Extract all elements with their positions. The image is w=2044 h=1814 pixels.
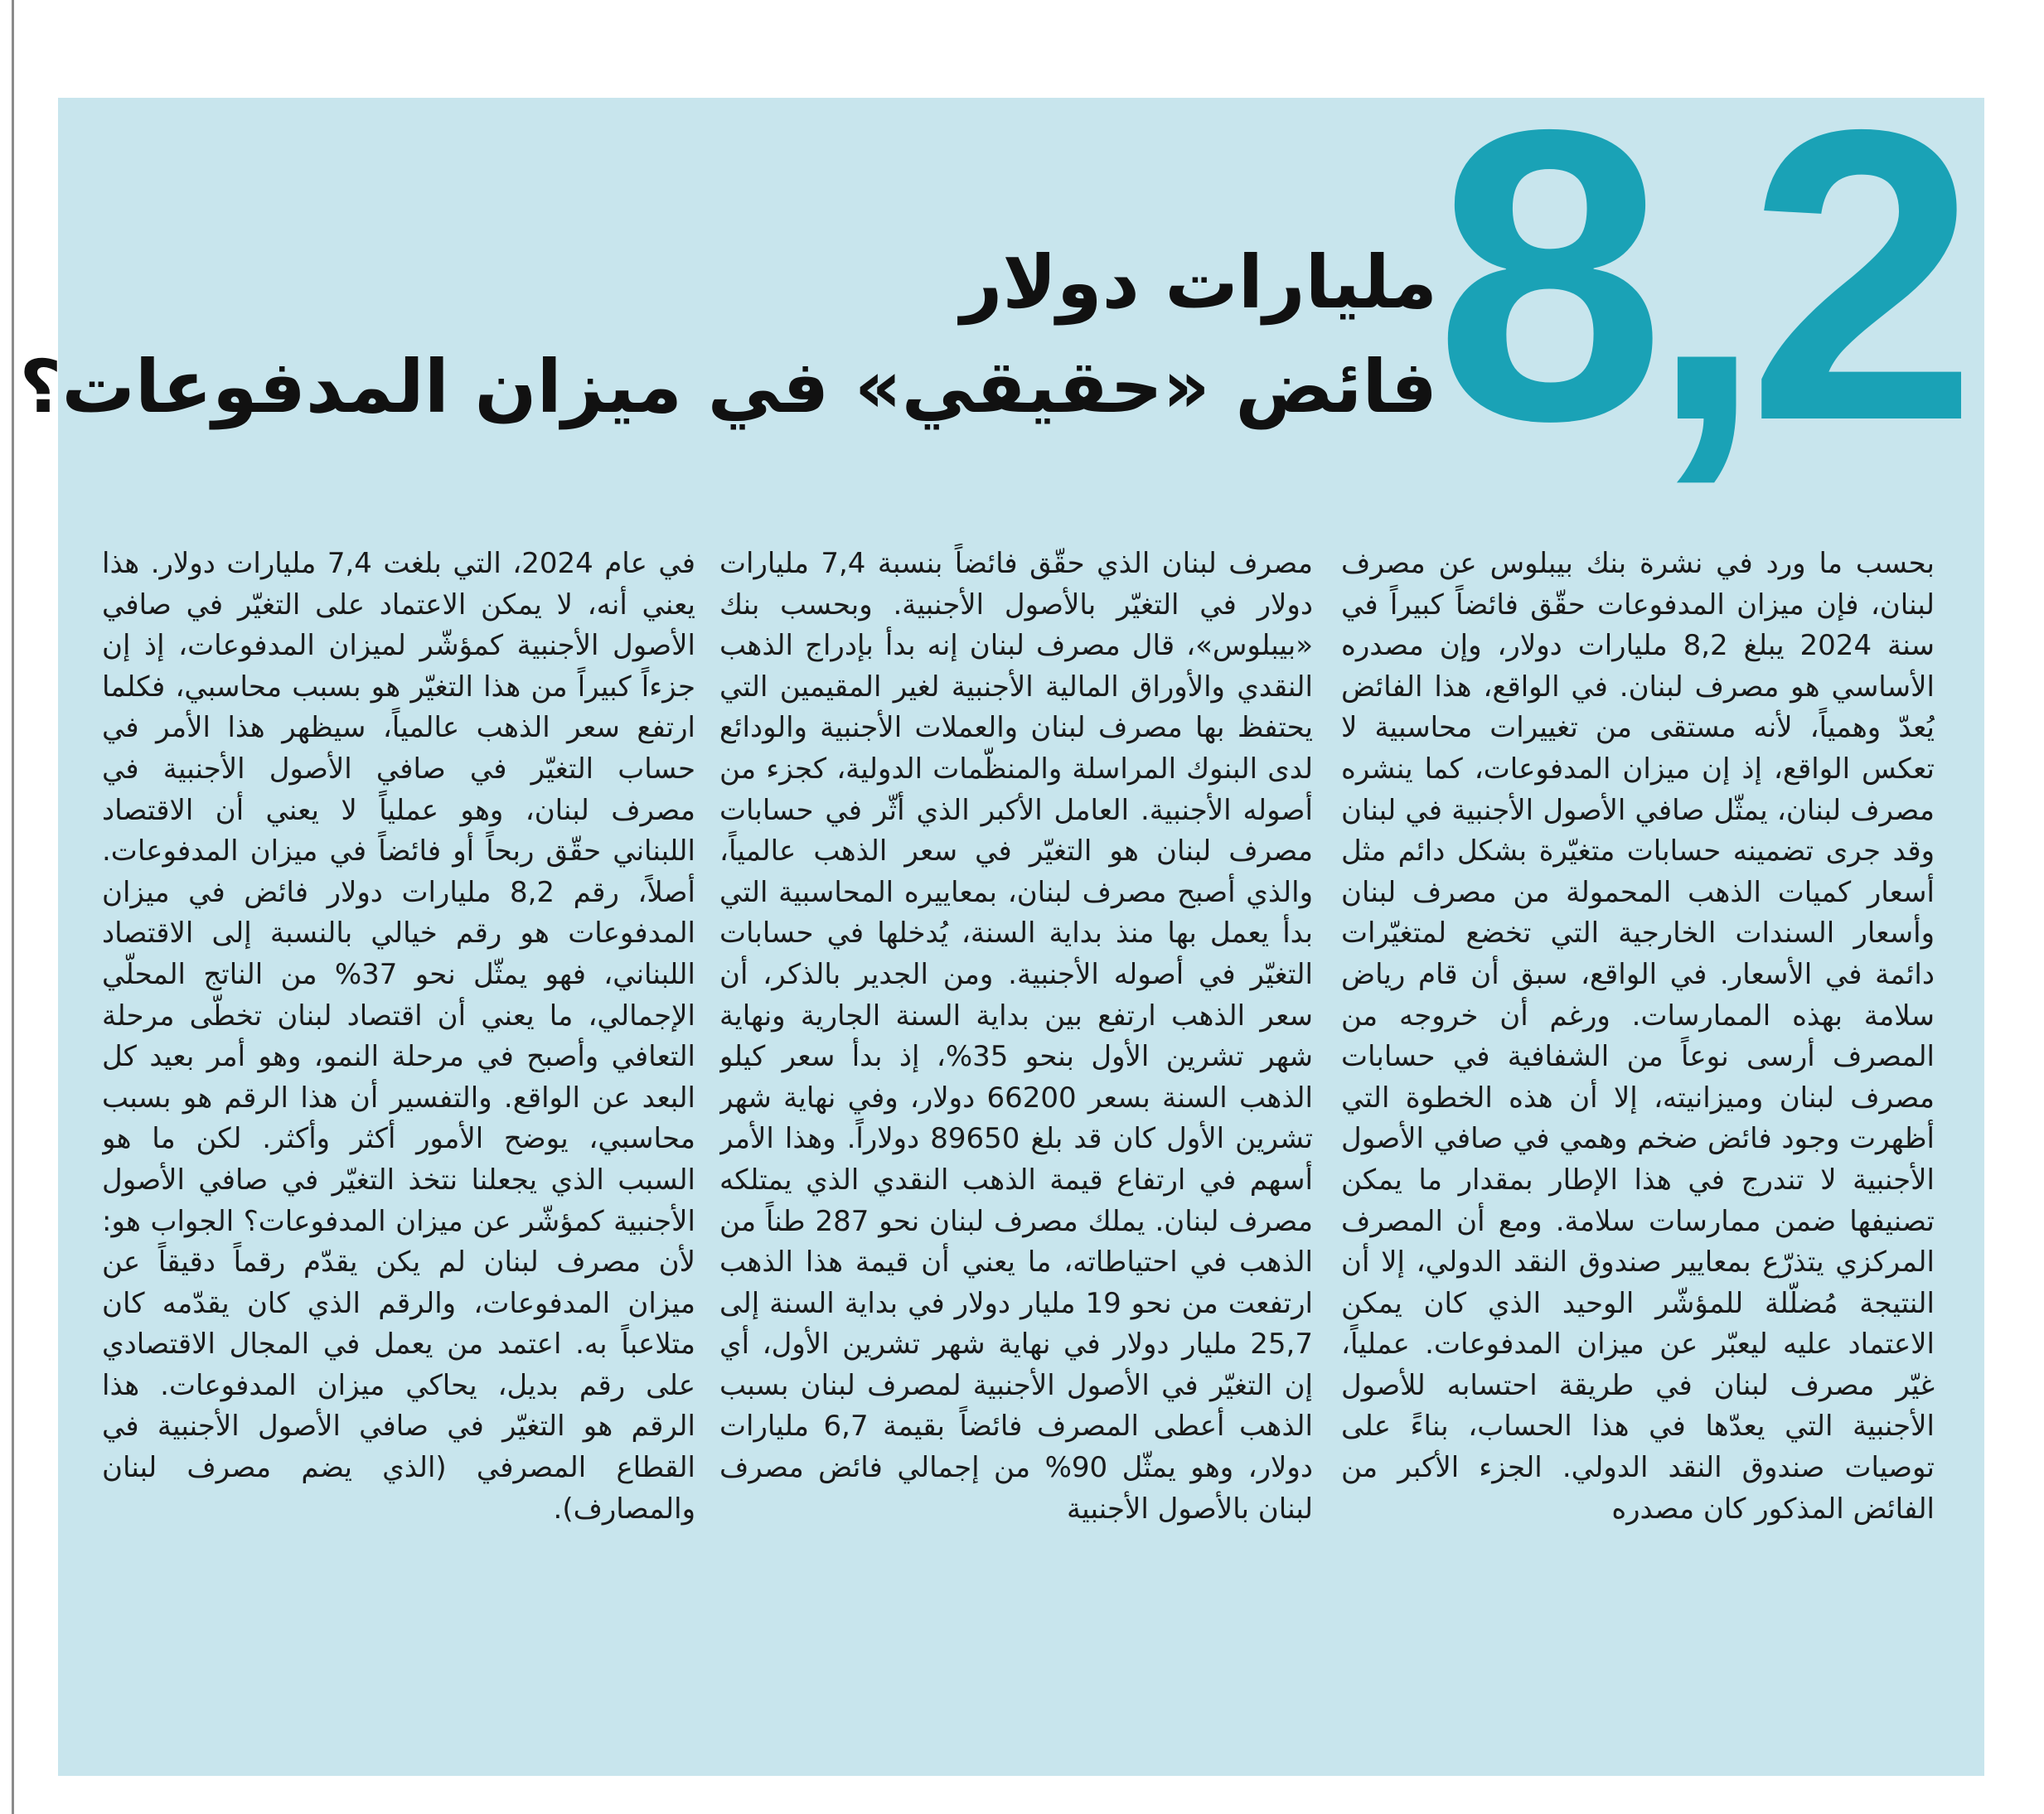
article-column-3 — [102, 544, 695, 1762]
article-column-2 — [719, 544, 1313, 1762]
headline — [19, 230, 1437, 439]
page-edge-rule — [12, 0, 14, 1814]
article-body — [58, 544, 1984, 1762]
article-paragraph-1: بحسب ما ورد في نشرة بنك بيبلوس عن مصرف لبنان، فإن ميزان المدفوعات حقّق فائضاً كبيراً في سنة 2024 يبلغ 8,2 مليارات دولار، وإن مصدره الأساسي هو مصرف لبنان. في الواقع، هذا الفائض يُعدّ وهمياً، لأنه مستقى من تغييرات محاسبية لا تعكس الواقع، إذ إن ميزان المدفوعات، كما ينشره مصرف لبنان، يمثّل صافي الأصول الأجنبية في لبنان وقد جرى تضمينه حسابات متغيّرة بشكل دائم مثل أسعار كميات الذهب المحمولة من مصرف لبنان وأسعار السندات الخارجية التي تخضع لمتغيّرات دائمة في الأسعار. في الواقع، سبق أن قام رياض سلامة بهذه الممارسات. ورغم أن خروجه من المصرف أرسى نوعاً من الشفافية في حسابات مصرف لبنان وميزانيته، إلا أن هذه الخطوة التي أظهرت وجود فائض ضخم وهمي في صافي الأصول الأجنبية لا تندرج في هذا الإطار بمقدار ما يمكن تصنيفها ضمن ممارسات سلامة. ومع أن المصرف المركزي يتذرّع بمعايير صندوق النقد الدولي، إلا أن النتيجة مُضلّلة للمؤشّر الوحيد الذي كان يمكن الاعتماد عليه ليعبّر عن ميزان المدفوعات. عملياً، غيّر مصرف لبنان في طريقة احتسابه للأصول الأجنبية التي يعدّها في هذا الحساب، بناءً على توصيات صندوق النقد الدولي. الجزء الأكبر من الفائض المذكور كان مصدره — [1341, 547, 1935, 1526]
article-paragraph-3: في عام 2024، التي بلغت 7,4 مليارات دولار. هذا يعني أنه، لا يمكن الاعتماد على التغيّر في صافي الأصول الأجنبية كمؤشّر لميزان المدفوعات، إذ إن جزءاً كبيراً من هذا التغيّر هو بسبب محاسبي، فكلما ارتفع سعر الذهب عالمياً، سيظهر هذا الأمر في حساب التغيّر في صافي الأصول الأجنبية في مصرف لبنان، وهو عملياً لا يعني أن الاقتصاد اللبناني حقّق ربحاً أو فائضاً في ميزان المدفوعات. أصلاً، رقم 8,2 مليارات دولار فائض في ميزان المدفوعات هو رقم خيالي بالنسبة إلى الاقتصاد اللبناني، فهو يمثّل نحو 37% من الناتج المحلّي الإجمالي، ما يعني أن اقتصاد لبنان تخطّى مرحلة التعافي وأصبح في مرحلة النمو، وهو أمر بعيد كل البعد عن الواقع. والتفسير أن هذا الرقم هو بسبب محاسبي، يوضح الأمور أكثر وأكثر. لكن ما هو السبب الذي يجعلنا نتخذ التغيّر في صافي الأصول الأجنبية كمؤشّر عن ميزان المدفوعات؟ الجواب هو: لأن مصرف لبنان لم يكن يقدّم رقماً دقيقاً عن ميزان المدفوعات، والرقم الذي كان يقدّمه كان متلاعباً به. اعتمد من يعمل في المجال الاقتصادي على رقم بديل، يحاكي ميزان المدفوعات. هذا الرقم هو التغيّر في صافي الأصول الأجنبية في القطاع المصرفي (الذي يضم مصرف لبنان والمصارف). — [102, 547, 695, 1526]
headline-line-2: فائض «حقيقي» في ميزان المدفوعات؟ — [19, 344, 1437, 429]
article-paragraph-2: مصرف لبنان الذي حقّق فائضاً بنسبة 7,4 مليارات دولار في التغيّر بالأصول الأجنبية. وبحسب بنك «بيبلوس»، قال مصرف لبنان إنه بدأ بإدراج الذهب النقدي والأوراق المالية الأجنبية لغير المقيمين التي يحتفظ بها مصرف لبنان والعملات الأجنبية والودائع لدى البنوك المراسلة والمنظّمات الدولية، كجزء من أصوله الأجنبية. العامل الأكبر الذي أثّر في حسابات مصرف لبنان هو التغيّر في سعر الذهب عالمياً، والذي أصبح مصرف لبنان، بمعاييره المحاسبية التي بدأ يعمل بها منذ بداية السنة، يُدخلها في حسابات التغيّر في أصوله الأجنبية. ومن الجدير بالذكر، أن سعر الذهب ارتفع بين بداية السنة الجارية ونهاية شهر تشرين الأول بنحو 35%، إذ بدأ سعر كيلو الذهب السنة بسعر 66200 دولار، وفي نهاية شهر تشرين الأول كان قد بلغ 89650 دولاراً. وهذا الأمر أسهم في ارتفاع قيمة الذهب النقدي الذي يمتلكه مصرف لبنان. يملك مصرف لبنان نحو 287 طناً من الذهب في احتياطاته، ما يعني أن قيمة هذا الذهب ارتفعت من نحو 19 مليار دولار في بداية السنة إلى 25,7 مليار دولار في نهاية شهر تشرين الأول، أي إن التغيّر في الأصول الأجنبية لمصرف لبنان بسبب الذهب أعطى المصرف فائضاً بقيمة 6,7 مليارات دولار، وهو يمثّل 90% من إجمالي فائض مصرف لبنان بالأصول الأجنبية — [719, 547, 1313, 1526]
article-panel — [19, 43, 1984, 1776]
headline-figure: 8,2 — [1434, 43, 1961, 506]
headline-line-1: مليارات دولار — [960, 239, 1437, 325]
article-column-1 — [1341, 544, 1935, 1762]
